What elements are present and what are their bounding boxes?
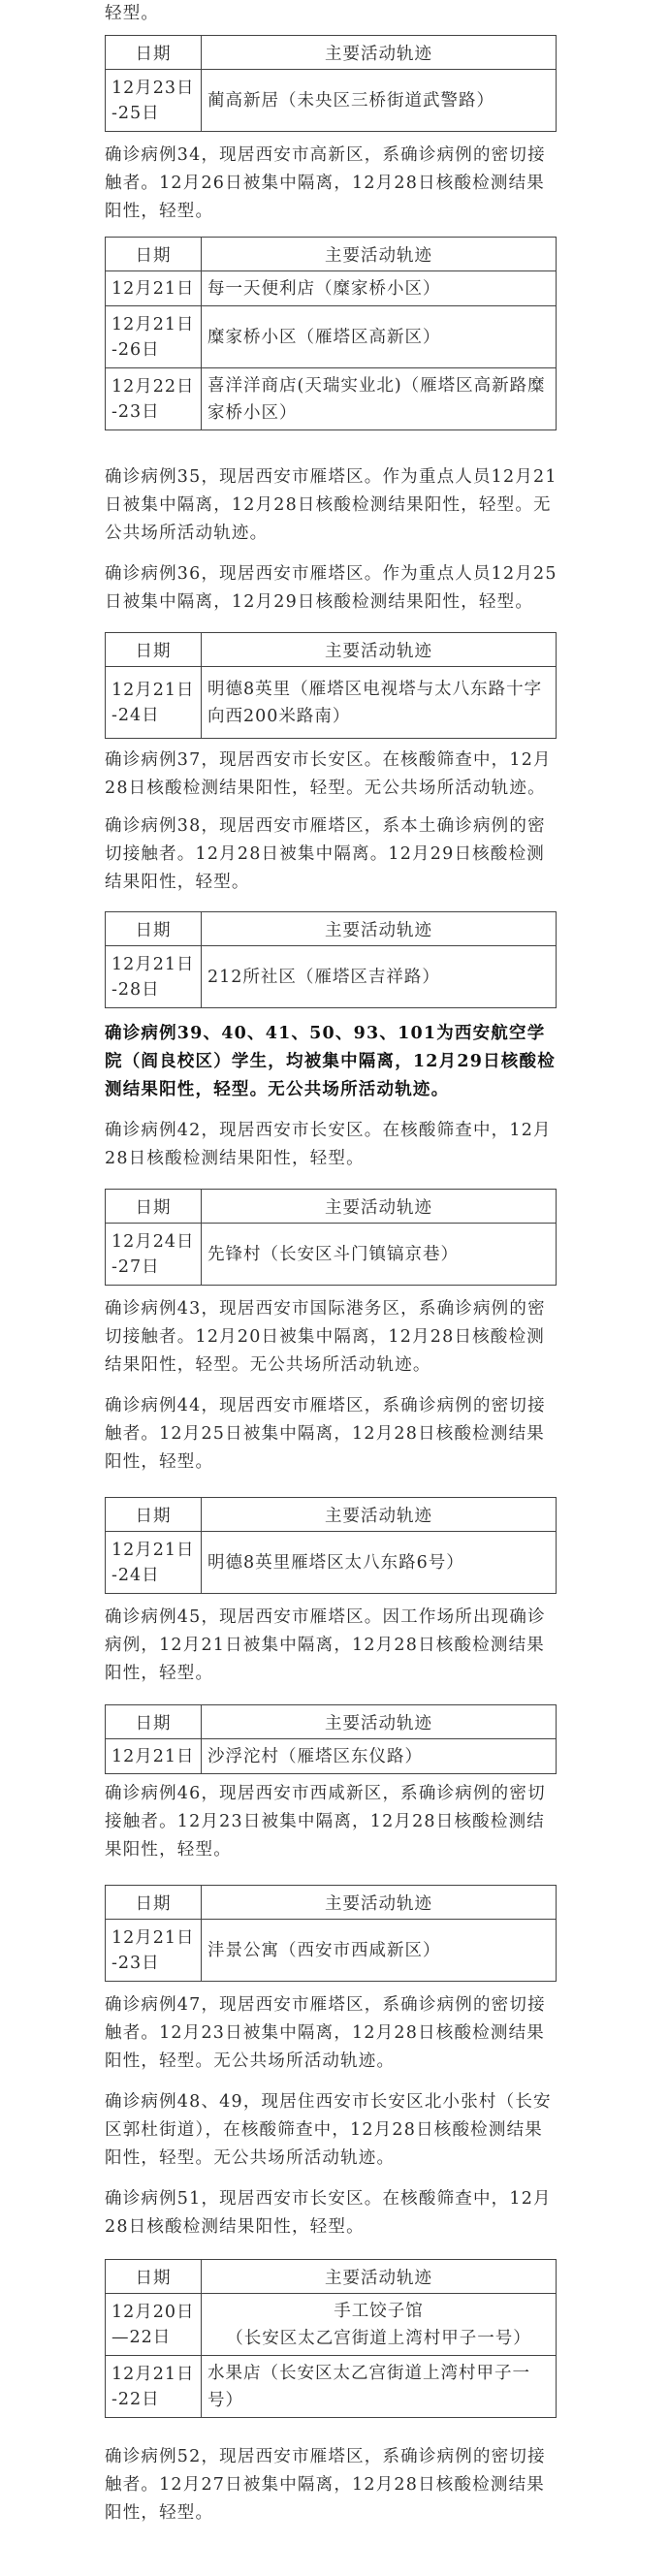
place-cell: 手工饺子馆 （长安区太乙宫街道上湾村甲子一号） bbox=[202, 2294, 557, 2356]
header-track: 主要活动轨迹 bbox=[202, 2260, 557, 2294]
header-date: 日期 bbox=[106, 912, 202, 946]
header-date: 日期 bbox=[106, 36, 202, 70]
track-table-6 bbox=[105, 1497, 557, 1594]
paragraph-case-43: 确诊病例43，现居西安市国际港务区，系确诊病例的密切接触者。12月20日被集中隔离，12月28日核酸检测结果阳性，轻型。无公共场所活动轨迹。 bbox=[105, 1299, 546, 1375]
place-cell: 212所社区（雁塔区吉祥路） bbox=[202, 946, 557, 1008]
paragraph-case-35: 确诊病例35，现居西安市雁塔区。作为重点人员12月21日被集中隔离，12月28日核酸检测结果阳性，轻型。无公共场所活动轨迹。 bbox=[105, 467, 558, 543]
date-cell: 12月21日 bbox=[106, 1739, 202, 1774]
paragraph-fragment: 轻型。 bbox=[105, 4, 160, 23]
header-date: 日期 bbox=[106, 1498, 202, 1532]
header-track: 主要活动轨迹 bbox=[202, 1498, 557, 1532]
date-cell: 12月23日 -25日 bbox=[106, 70, 202, 132]
paragraph-case-42: 确诊病例42，现居西安市长安区。在核酸筛查中，12月28日核酸检测结果阳性，轻型。 bbox=[105, 1121, 552, 1168]
paragraph-case-48: 确诊病例48、49，现居住西安市长安区北小张村（长安区郭杜街道），在核酸筛查中，12月28日核酸检测结果阳性，轻型。无公共场所活动轨迹。 bbox=[105, 2092, 552, 2168]
place-cell: 沣景公寓（西安市西咸新区） bbox=[202, 1920, 557, 1982]
place-cell: 喜洋洋商店(天瑞实业北)（雁塔区高新路糜家桥小区） bbox=[202, 368, 557, 430]
header-date: 日期 bbox=[106, 1705, 202, 1739]
place-cell: 蔺高新居（未央区三桥街道武警路） bbox=[202, 70, 557, 132]
paragraph-case-44: 确诊病例44，现居西安市雁塔区，系确诊病例的密切接触者。12月25日被集中隔离，12月28日核酸检测结果阳性，轻型。 bbox=[105, 1396, 546, 1472]
date-cell: 12月21日 -28日 bbox=[106, 946, 202, 1008]
track-table-1 bbox=[105, 35, 557, 132]
place-cell: 水果店（长安区太乙宫街道上湾村甲子一号） bbox=[202, 2356, 557, 2418]
paragraph-case-38: 确诊病例38，现居西安市雁塔区，系本土确诊病例的密切接触者。12月28日被集中隔离。12月29日核酸检测结果阳性，轻型。 bbox=[105, 816, 546, 892]
paragraph-case-39: 确诊病例39、40、41、50、93、101为西安航空学院（阎良校区）学生，均被集中隔离，12月29日核酸检测结果阳性，轻型。无公共场所活动轨迹。 bbox=[105, 1024, 556, 1099]
date-cell: 12月21日 -24日 bbox=[106, 667, 202, 739]
date-cell: 12月24日 -27日 bbox=[106, 1224, 202, 1286]
date-cell: 12月21日 -23日 bbox=[106, 1920, 202, 1982]
paragraph-case-34: 确诊病例34，现居西安市高新区，系确诊病例的密切接触者。12月26日被集中隔离，12月28日核酸检测结果阳性，轻型。 bbox=[105, 145, 546, 221]
track-table-2 bbox=[105, 237, 557, 430]
date-cell: 12月21日 bbox=[106, 271, 202, 306]
track-table-9 bbox=[105, 2259, 557, 2418]
header-track: 主要活动轨迹 bbox=[202, 36, 557, 70]
paragraph-case-45: 确诊病例45，现居西安市雁塔区。因工作场所出现确诊病例，12月21日被集中隔离，12月28日核酸检测结果阳性，轻型。 bbox=[105, 1607, 546, 1683]
header-track: 主要活动轨迹 bbox=[202, 1705, 557, 1739]
paragraph-case-37: 确诊病例37，现居西安市长安区。在核酸筛查中，12月28日核酸检测结果阳性，轻型。无公共场所活动轨迹。 bbox=[105, 750, 552, 798]
paragraph-case-46: 确诊病例46，现居西安市西咸新区，系确诊病例的密切接触者。12月23日被集中隔离，12月28日核酸检测结果阳性，轻型。 bbox=[105, 1784, 546, 1860]
track-table-8 bbox=[105, 1885, 557, 1982]
header-date: 日期 bbox=[106, 1886, 202, 1920]
paragraph-case-52: 确诊病例52，现居西安市雁塔区，系确诊病例的密切接触者。12月27日被集中隔离，12月28日核酸检测结果阳性，轻型。 bbox=[105, 2447, 546, 2523]
date-cell: 12月21日 -24日 bbox=[106, 1532, 202, 1594]
header-track: 主要活动轨迹 bbox=[202, 633, 557, 667]
header-date: 日期 bbox=[106, 633, 202, 667]
header-track: 主要活动轨迹 bbox=[202, 912, 557, 946]
header-date: 日期 bbox=[106, 2260, 202, 2294]
place-cell: 沙浮沱村（雁塔区东仪路） bbox=[202, 1739, 557, 1774]
date-cell: 12月21日 -26日 bbox=[106, 306, 202, 368]
header-date: 日期 bbox=[106, 238, 202, 271]
date-cell: 12月22日 -23日 bbox=[106, 368, 202, 430]
header-track: 主要活动轨迹 bbox=[202, 1886, 557, 1920]
header-track: 主要活动轨迹 bbox=[202, 1190, 557, 1224]
header-track: 主要活动轨迹 bbox=[202, 238, 557, 271]
header-date: 日期 bbox=[106, 1190, 202, 1224]
place-cell: 糜家桥小区（雁塔区高新区） bbox=[202, 306, 557, 368]
place-cell: 每一天便利店（糜家桥小区） bbox=[202, 271, 557, 306]
place-cell: 先锋村（长安区斗门镇镐京巷） bbox=[202, 1224, 557, 1286]
paragraph-case-51: 确诊病例51，现居西安市长安区。在核酸筛查中，12月28日核酸检测结果阳性，轻型。 bbox=[105, 2189, 552, 2237]
paragraph-case-36: 确诊病例36，现居西安市雁塔区。作为重点人员12月25日被集中隔离，12月29日核酸检测结果阳性，轻型。 bbox=[105, 564, 558, 612]
track-table-4 bbox=[105, 911, 557, 1008]
date-cell: 12月21日 -22日 bbox=[106, 2356, 202, 2418]
track-table-3 bbox=[105, 632, 557, 739]
track-table-7 bbox=[105, 1704, 557, 1774]
track-table-5 bbox=[105, 1189, 557, 1286]
place-cell: 明德8英里雁塔区太八东路6号） bbox=[202, 1532, 557, 1594]
place-cell: 明德8英里（雁塔区电视塔与太八东路十字向西200米路南） bbox=[202, 667, 557, 739]
paragraph-case-47: 确诊病例47，现居西安市雁塔区，系确诊病例的密切接触者。12月23日被集中隔离，12月28日核酸检测结果阳性，轻型。无公共场所活动轨迹。 bbox=[105, 1995, 546, 2071]
date-cell: 12月20日 —22日 bbox=[106, 2294, 202, 2356]
